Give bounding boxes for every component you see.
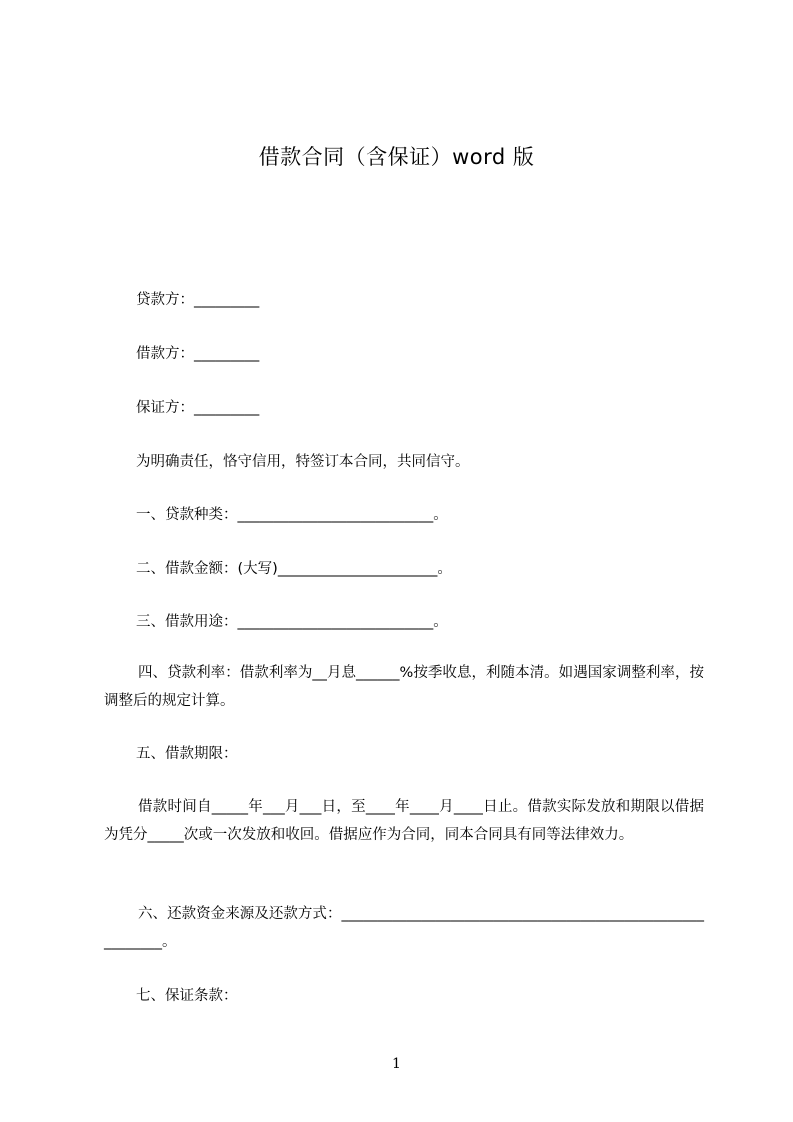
clause-term-body [104,793,704,849]
preamble-line: 为明确责任，恪守信用，特签订本合同，共同信守。 [136,454,470,470]
clause-loan-amount: 二、借款金额：(大写)______________________。 [136,561,452,577]
clause-loan-purpose: 三、借款用途：___________________________。 [136,614,448,630]
clause-term-body-text: 借款时间自_____年___月___日，至____年____月____日止。借款实际发放和期限以借据为凭分_____次或一次发放和收回。借据应作为合同，同本合同具有同等法律效力。 [104,799,704,843]
guarantor-line: 保证方：_________ [136,400,260,416]
document-title: 借款合同（含保证）word 版 [258,145,535,169]
lender-line: 贷款方：_________ [136,292,260,308]
clause-repayment [104,900,704,956]
clause-guarantee-heading: 七、保证条款： [136,988,238,1004]
clause-interest-rate [104,659,704,715]
clause-interest-rate-text: 四、贷款利率：借款利率为__月息______%按季收息，利随本清。如遇国家调整利率，按调整后的规定计算。 [104,665,704,709]
clause-loan-type: 一、贷款种类：___________________________。 [136,507,448,523]
page-number: 1 [392,1056,401,1072]
borrower-line: 借款方：_________ [136,346,260,362]
clause-repayment-text: 六、还款资金来源及还款方式：__________________________________________________________。 [104,906,704,950]
clause-term-heading: 五、借款期限： [136,746,238,762]
